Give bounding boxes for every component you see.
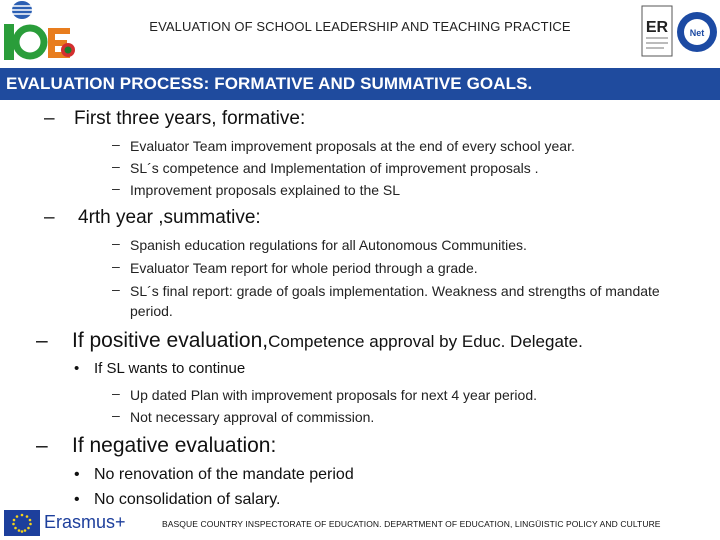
dash-marker: –	[112, 385, 120, 401]
footer	[0, 506, 720, 540]
bullet-item-text: No renovation of the mandate period	[94, 466, 354, 483]
section-negative-label: If negative evaluation:	[72, 434, 277, 457]
list-item-text: Improvement proposals explained to the SL	[130, 182, 401, 198]
dash-marker: –	[44, 108, 55, 129]
list-item-text: Spanish education regulations for all Autonomous Communities.	[130, 237, 527, 253]
list-item-text: SL´s competence and Implementation of improvement proposals .	[130, 160, 539, 176]
bullet-marker: •	[74, 491, 80, 508]
bullet-marker: •	[74, 466, 80, 483]
erasmus-logo-text: Erasmus+	[44, 512, 126, 532]
section-positive-rest: Competence approval by Educ. Delegate.	[268, 332, 583, 351]
dash-marker: –	[36, 329, 48, 352]
eu-flag-icon	[4, 510, 40, 536]
dash-marker: –	[112, 407, 120, 423]
dash-marker: –	[112, 235, 120, 251]
list-item-text: SL´s final report: grade of goals implementation. Weakness and strengths of mandate period.	[130, 283, 660, 319]
title-banner: EVALUATION PROCESS: FORMATIVE AND SUMMATIVE GOALS.	[0, 68, 720, 100]
list-item-text: Not necessary approval of commission.	[130, 409, 375, 425]
dash-marker: –	[112, 281, 120, 297]
dash-marker: –	[112, 158, 120, 174]
net-logo-text: Net	[689, 28, 705, 38]
dash-marker: –	[44, 207, 55, 228]
dash-marker: –	[36, 434, 48, 457]
er-logo-text: ER	[645, 19, 669, 36]
footer-text: BASQUE COUNTRY INSPECTORATE OF EDUCATION. DEPARTMENT OF EDUCATION, LINGÜISTIC POLICY AND CULTURE	[162, 519, 661, 529]
dash-marker: –	[112, 180, 120, 196]
section-positive-label	[72, 329, 583, 353]
section-formative-label: First three years, formative:	[74, 108, 306, 129]
bullet-marker: •	[74, 360, 80, 377]
list-item-text: Evaluator Team improvement proposals at the end of every school year.	[130, 138, 575, 154]
dash-marker: –	[112, 136, 120, 152]
dash-marker: –	[112, 258, 120, 274]
bullet-item-text: If SL wants to continue	[94, 360, 246, 377]
header-title: EVALUATION OF SCHOOL LEADERSHIP AND TEACHING PRACTICE	[149, 19, 571, 34]
list-item-text: Evaluator Team report for whole period through a grade.	[130, 260, 478, 276]
section-positive-main: If positive evaluation,	[72, 329, 269, 352]
bullet-item-text: No consolidation of salary.	[94, 491, 281, 508]
list-item-text: Up dated Plan with improvement proposals for next 4 year period.	[130, 387, 537, 403]
section-summative-label: 4rth year ,summative:	[78, 207, 261, 228]
